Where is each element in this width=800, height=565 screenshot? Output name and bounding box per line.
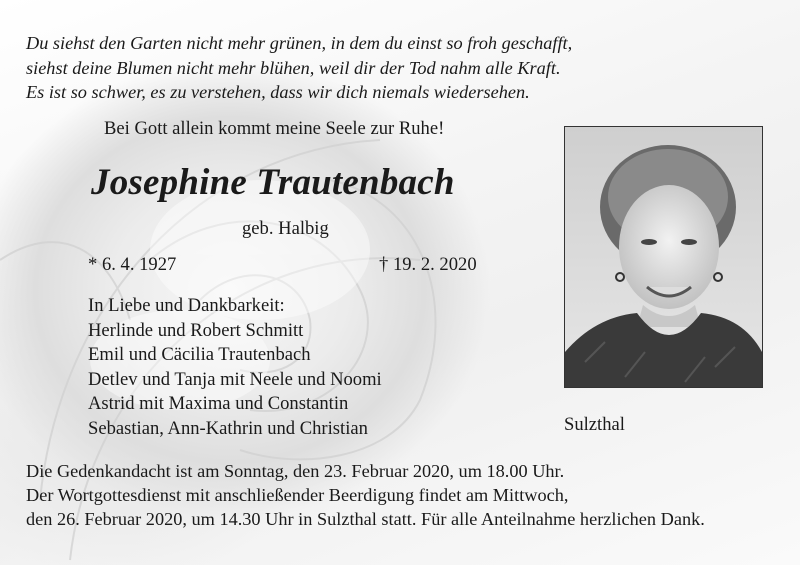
- portrait-photo: [564, 126, 763, 388]
- mourner-line: Detlev und Tanja mit Neele und Noomi: [88, 368, 382, 390]
- motto: Bei Gott allein kommt meine Seele zur Ruhe!: [104, 118, 445, 139]
- mourner-line: Herlinde und Robert Schmitt: [88, 319, 304, 341]
- mourners-heading: In Liebe und Dankbarkeit:: [88, 295, 285, 316]
- mourner-line: Astrid mit Maxima und Constantin: [88, 393, 349, 414]
- place-of-residence: Sulzthal: [564, 414, 625, 435]
- poem-line: Es ist so schwer, es zu verstehen, dass wir dich niemals wiedersehen.: [26, 82, 530, 102]
- deceased-name: Josephine Trautenbach: [91, 162, 455, 203]
- mourner-line: Emil und Cäcilia Trautenbach: [88, 344, 311, 365]
- poem-line: siehst deine Blumen nicht mehr blühen, weil dir der Tod nahm alle Kraft.: [26, 57, 561, 78]
- service-line: Die Gedenkandacht ist am Sonntag, den 23. Februar 2020, um 18.00 Uhr.: [26, 461, 565, 481]
- mourners-list: [88, 294, 382, 441]
- poem: [26, 31, 572, 105]
- maiden-name: geb. Halbig: [242, 218, 329, 239]
- death-date: † 19. 2. 2020: [379, 254, 477, 275]
- portrait-image: [565, 127, 762, 387]
- service-announcement: [26, 459, 705, 531]
- service-line: Der Wortgottesdienst mit anschließender Beerdigung findet am Mittwoch,: [26, 485, 569, 505]
- mourner-line: Sebastian, Ann-Kathrin und Christian: [88, 417, 368, 439]
- birth-date: * 6. 4. 1927: [88, 254, 177, 275]
- poem-line: Du siehst den Garten nicht mehr grünen, in dem du einst so froh geschafft,: [26, 33, 573, 53]
- service-line: den 26. Februar 2020, um 14.30 Uhr in Sulzthal statt. Für alle Anteilnahme herzlichen Dank.: [26, 509, 705, 529]
